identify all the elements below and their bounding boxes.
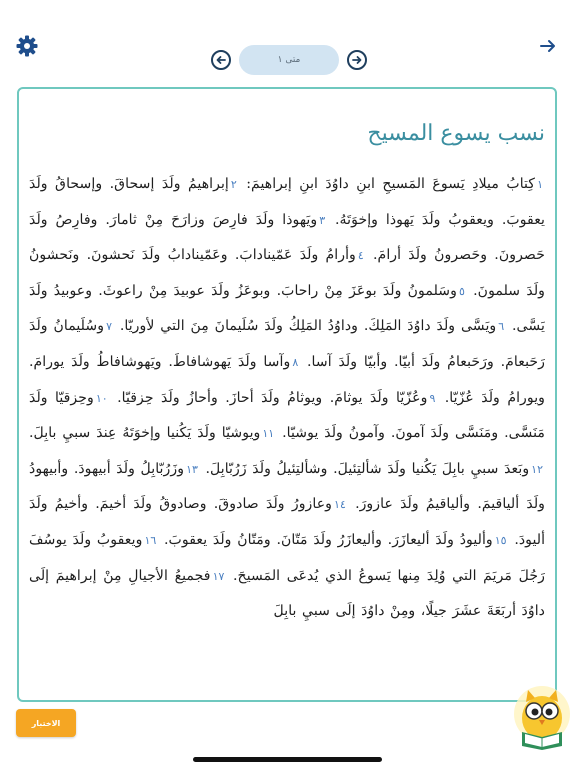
verse-number: ١٧ [212, 569, 225, 583]
chapter-label: متى ١ [277, 55, 301, 65]
verse-text: وحِزقيّا ولَدَ مَنَسَّى. ومَنَسَّى ولَدَ آمونَ. وآمونُ ولَدَ يوشيّا. [29, 389, 546, 442]
verse-text: ويوشيّا ولَدَ يَكُنيا وإخوَتَهُ عِندَ سبيِ بابِلَ. [29, 425, 261, 442]
verse-text: وعازورُ ولَدَ صادوقَ. وصادوقُ ولَدَ أخيمَ. وأخيمُ ولَدَ أليودَ. [29, 496, 546, 548]
verse-text: ويعقوبُ ولَدَ يوسُفَ رَجُلَ مَريَمَ التي وُلِدَ مِنها يَسوعُ الذي يُدعَى المَسيحَ. [29, 531, 545, 584]
verse-text: وزَرُبّابِلُ ولَدَ أبيهودَ. وأبيهودُ ولَدَ ألياقيمَ. وألياقيمُ ولَدَ عازورَ. [29, 460, 546, 513]
verse-number: ٥ [459, 284, 465, 298]
verse-text: ويَسَّى ولَدَ داوُدَ المَلِكَ. وداوُدُ المَلِكُ ولَدَ سُلَيمانَ مِنَ التي لأوريّا. [119, 318, 497, 335]
verse-number: ١٣ [186, 462, 198, 476]
gear-icon[interactable] [15, 34, 39, 58]
home-indicator[interactable] [193, 757, 382, 762]
test-button[interactable] [16, 709, 76, 737]
owl-mascot-icon[interactable] [508, 684, 572, 750]
verse-text: كِتابُ ميلادِ يَسوعَ المَسيحِ ابنِ داوُدَ ابنِ إبراهيمَ: [246, 176, 536, 192]
arrow-left-circle-icon[interactable] [211, 50, 231, 70]
scripture-text [29, 167, 545, 630]
verse-text: وعُزّيّا ولَدَ يوثامَ. ويوثامُ ولَدَ أحازَ. وأحازُ ولَدَ حِزقيّا. [117, 389, 428, 406]
arrow-right-circle-icon[interactable] [347, 50, 367, 70]
verse-text: وآسا ولَدَ يَهوشافاطَ. ويَهوشافاطُ ولَدَ يورامَ. ويورامُ ولَدَ عُزّيّا. [29, 353, 546, 406]
verse-number: ١٥ [494, 533, 507, 547]
verse-number: ٧ [106, 320, 113, 334]
verse-text: وبَعدَ سبيِ بابِلَ يَكُنيا ولَدَ شألتِئيلَ. وشألتِئيلُ ولَدَ زَرُبّابِلَ. [205, 460, 530, 477]
verse-number: ٩ [429, 391, 436, 405]
verse-text: وأرامُ ولَدَ عَمّينادابَ. وعَمّينادابُ ولَدَ نَحشونَ. ونَحشونُ ولَدَ سلمونَ. [29, 247, 545, 299]
arrow-right-icon[interactable] [538, 36, 558, 56]
test-button-label: الاختبار [31, 718, 61, 728]
page-title: نسب يسوع المسيح [367, 121, 545, 146]
chapter-selector[interactable] [239, 45, 339, 75]
verse-number: ٣ [319, 213, 326, 227]
chapter-pager [211, 45, 367, 75]
verse-text: ويَهوذا ولَدَ فارِصَ وزارَحَ مِنْ ثامارَ. وفارِصُ ولَدَ حَصرونَ. وحَصرونُ ولَدَ أرامَ. [29, 211, 545, 264]
verse-number: ١١ [262, 427, 275, 441]
verse-number: ١٤ [334, 498, 346, 512]
verse-text: إبراهيمُ ولَدَ إسحاقَ. وإسحاقُ ولَدَ يعقوبَ. ويعقوبُ ولَدَ يَهوذا وإخوَتَهُ. [29, 176, 546, 228]
verse-number: ٢ [230, 178, 237, 191]
verse-number: ٨ [292, 355, 299, 369]
verse-text: وسُلَيمانُ ولَدَ رَحَبعامَ. ورَحَبعامُ ولَدَ أبيّا. وأبيّا ولَدَ آسا. [29, 318, 545, 370]
verse-number: ٤ [357, 249, 364, 263]
verse-text: وأليودُ ولَدَ أليعازَرَ. وأليعازَرُ ولَدَ مَتّانَ. ومَتّانُ ولَدَ يعقوبَ. [164, 531, 493, 548]
verse-number: ١٦ [144, 533, 157, 547]
verse-text: فجميعُ الأجيالِ مِنْ إبراهيمَ إلَى داوُدَ أربَعَةَ عشَرَ جيلًا، ومِنْ داوُدَ إلَى سبيِ بابِلَ [29, 567, 545, 620]
verse-number: ١٠ [95, 391, 108, 405]
verse-text: وسَلمونُ ولَدَ بوعَزَ مِنْ راحابَ. وبوعَزُ ولَدَ عوبيدَ مِنْ راعوثَ. وعوبيدُ ولَدَ يَسَّى. [29, 282, 545, 335]
verse-number: ١٢ [531, 462, 543, 476]
reading-card [17, 87, 557, 702]
verse-number: ٦ [498, 320, 505, 334]
verse-number: ١ [537, 178, 543, 191]
